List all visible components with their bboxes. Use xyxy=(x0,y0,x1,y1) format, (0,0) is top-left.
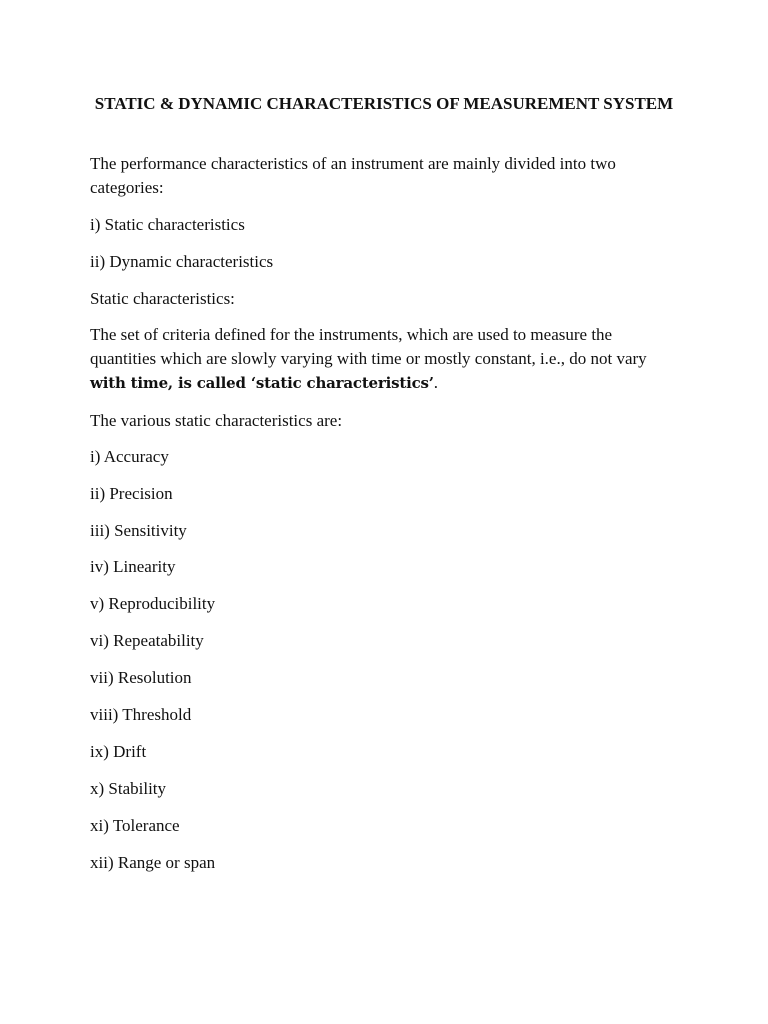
list-item: v) Reproducibility xyxy=(90,594,216,613)
list-item: ix) Drift xyxy=(90,742,147,761)
list-item: vii) Resolution xyxy=(90,668,192,687)
category-item: i) Static characteristics xyxy=(90,215,245,234)
definition-text: The set of criteria defined for the instruments, which are used to measure the quantities which are slowly varying with time or mostly constant, i.e., do not vary xyxy=(90,325,647,368)
list-item: i) Accuracy xyxy=(90,447,169,466)
list-intro: The various static characteristics are: xyxy=(90,411,343,430)
list-item: x) Stability xyxy=(90,779,167,798)
definition-paragraph xyxy=(90,323,680,395)
list-item: vi) Repeatability xyxy=(90,631,204,650)
section-heading: Static characteristics: xyxy=(90,289,235,308)
definition-period: . xyxy=(433,373,439,392)
intro-paragraph: The performance characteristics of an instrument are mainly divided into two categories: xyxy=(90,154,616,197)
list-item: xi) Tolerance xyxy=(90,816,180,835)
list-item: iii) Sensitivity xyxy=(90,521,187,540)
list-item: iv) Linearity xyxy=(90,557,176,576)
list-item: ii) Precision xyxy=(90,484,173,503)
list-item: viii) Threshold xyxy=(90,705,192,724)
category-item: ii) Dynamic characteristics xyxy=(90,252,274,271)
list-item: xii) Range or span xyxy=(90,853,216,872)
definition-emphasis: with time, is called ‘static characteristics’ xyxy=(90,374,434,392)
document-title: STATIC & DYNAMIC CHARACTERISTICS OF MEASUREMENT SYSTEM xyxy=(94,94,674,113)
